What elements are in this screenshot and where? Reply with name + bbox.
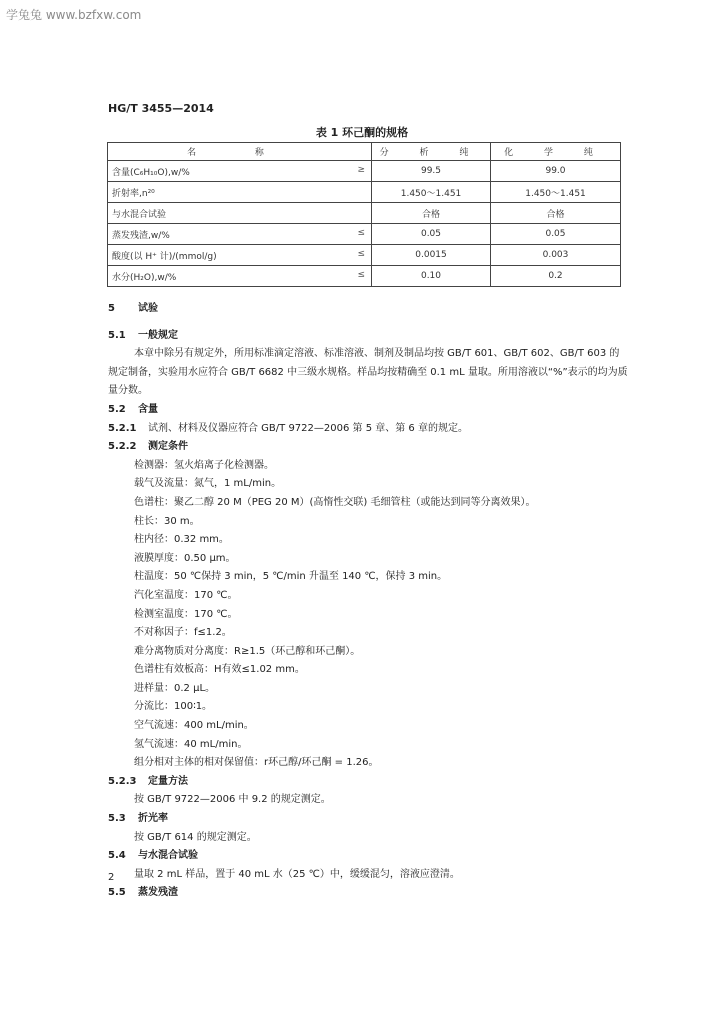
section-5-2-1: 5.2.1 试剂、材料及仪器应符合 GB/T 9722—2006 第 5 章、第 6 章的规定。 [108,422,468,434]
section-5-1-text: 本章中除另有规定外，所用标准滴定溶液、标准溶液、制剂及制品均按 GB/T 601、GB/T 602、GB/T 603 的规定制备，实验用水应符合 GB/T 6682 中三级水规格。样品均按精确至 0.1 mL 量取。所用溶液以“%”表示的均为质量分数。 [108,348,628,397]
row-name: 折射率,n²⁰ [112,188,155,199]
section-5-1-heading: 5.1 一般规定 [108,329,178,341]
table-row [108,203,621,224]
list-item: 氢气流速：40 mL/min。 [134,738,248,750]
row-unit: ≥ [357,165,365,175]
list-item: 进样量：0.2 μL。 [134,682,216,694]
list-item: 色谱柱：聚乙二醇 20 M（PEG 20 M）(高惰性交联) 毛细管柱（或能达到同等分离效果）。 [134,496,536,508]
row-ar: 0.10 [372,266,491,287]
list-item: 分流比：100∶1。 [134,701,213,713]
header-ar: 分 析 纯 [372,143,491,161]
row-cp: 0.05 [491,224,621,245]
table-row [108,224,621,245]
section-5-3-heading: 5.3 折光率 [108,813,168,825]
section-5-3-text: 按 GB/T 614 的规定测定。 [134,831,257,843]
list-item: 检测器：氢火焰离子化检测器。 [134,459,274,471]
row-ar: 99.5 [372,161,491,182]
header-cp: 化 学 纯 [491,143,621,161]
table-title: 表 1 环己酮的规格 [315,126,409,139]
conditions-list [108,457,628,773]
section-5-2-3-text: 按 GB/T 9722—2006 中 9.2 的规定测定。 [134,794,331,806]
row-unit: ≤ [357,228,365,238]
row-unit: ≤ [357,270,365,280]
section-5-2-3-heading: 5.2.3 定量方法 [108,775,188,787]
section-5-heading: 5 试验 [108,303,158,314]
row-name: 水分(H₂O),w/% [112,272,177,283]
section-5-2-2-heading: 5.2.2 测定条件 [108,441,188,453]
row-ar: 0.0015 [372,245,491,266]
list-item: 柱长：30 m。 [134,515,200,527]
list-item: 检测室温度：170 ℃。 [134,608,238,620]
section-5-5-heading: 5.5 蒸发残渣 [108,887,178,899]
list-item: 液膜厚度：0.50 μm。 [134,552,236,564]
row-cp: 1.450～1.451 [491,182,621,203]
row-cp: 合格 [491,203,621,224]
list-item: 汽化室温度：170 ℃。 [134,589,238,601]
standard-code: HG/T 3455—2014 [108,102,214,115]
row-ar: 0.05 [372,224,491,245]
list-item: 载气及流量：氮气，1 mL/min。 [134,478,282,490]
section-5-2-heading: 5.2 含量 [108,403,158,415]
row-ar: 合格 [372,203,491,224]
section-5-4-text: 量取 2 mL 样品，置于 40 mL 水（25 ℃）中，缓缓混匀，溶液应澄清。 [134,868,460,880]
page-number: 2 [108,872,115,883]
section-5-4-heading: 5.4 与水混合试验 [108,850,198,862]
list-item: 柱内径：0.32 mm。 [134,534,229,546]
list-item: 不对称因子：f≤1.2。 [134,627,232,639]
row-cp: 0.003 [491,245,621,266]
header-name: 名 称 [108,143,372,161]
list-item: 空气流速：400 mL/min。 [134,720,254,732]
table-row [108,245,621,266]
row-name: 蒸发残渣,w/% [112,230,170,241]
row-cp: 0.2 [491,266,621,287]
row-cp: 99.0 [491,161,621,182]
list-item: 柱温度：50 ℃保持 3 min，5 ℃/min 升温至 140 ℃，保持 3 min。 [134,571,448,583]
spec-table [107,142,621,287]
table-header-row [108,143,621,161]
watermark: 学兔兔 www.bzfxw.com [6,8,142,22]
table-row [108,266,621,287]
row-ar: 1.450～1.451 [372,182,491,203]
list-item: 难分离物质对分离度：R≥1.5（环己醇和环己酮）。 [134,645,361,657]
document-body [108,300,628,903]
table-row [108,161,621,182]
list-item: 色谱柱有效板高：H有效≤1.02 mm。 [134,664,305,676]
row-name: 酸度(以 H⁺ 计)/(mmol/g) [112,251,217,262]
row-name: 含量(C₆H₁₀O),w/% [112,167,190,178]
list-item: 组分相对主体的相对保留值：r环己醇/环己酮 = 1.26。 [134,757,379,769]
row-unit: ≤ [357,249,365,259]
table-row [108,182,621,203]
row-name: 与水混合试验 [112,209,167,220]
